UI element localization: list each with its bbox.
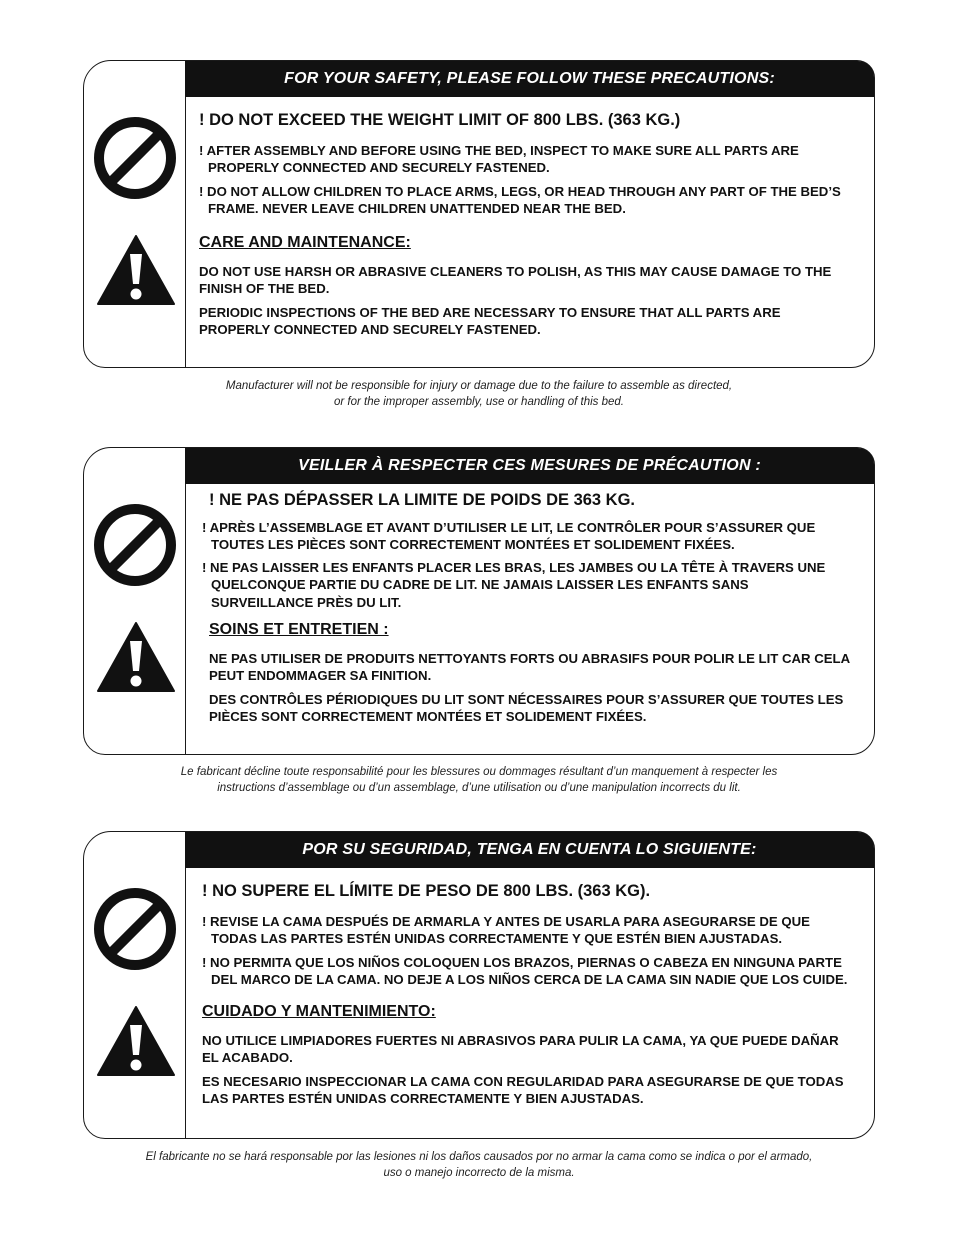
care-title: CARE AND MAINTENANCE: <box>199 233 411 251</box>
weight-limit-warning: ! DO NOT EXCEED THE WEIGHT LIMIT OF 800 LBS. (363 KG.) <box>199 111 681 129</box>
panel-content <box>202 882 854 1114</box>
safety-panel-spanish <box>83 831 875 1139</box>
care-title: SOINS ET ENTRETIEN : <box>209 620 389 638</box>
warning-icon <box>96 1005 176 1077</box>
care-item: NO UTILICE LIMPIADORES FUERTES NI ABRASIVOS PARA PULIR LA CAMA, YA QUE PUEDE DAÑAR EL ACABADO. <box>202 1032 839 1065</box>
warning-item: ! AFTER ASSEMBLY AND BEFORE USING THE BED, INSPECT TO MAKE SURE ALL PARTS ARE PROPERLY CONNECTED AND SECURELY FASTENED. <box>199 142 799 176</box>
panel-header: VEILLER À RESPECTER CES MESURES DE PRÉCAUTION : <box>185 448 874 484</box>
disclaimer-line: uso o manejo incorrecto de la misma. <box>383 1166 575 1179</box>
icon-column <box>84 61 186 367</box>
care-item: NE PAS UTILISER DE PRODUITS NETTOYANTS FORTS OU ABRASIFS POUR POLIR LE LIT CAR CELA PEUT ENDOMMAGER SA FINITION. <box>209 650 850 683</box>
care-item: ES NECESARIO INSPECCIONAR LA CAMA CON REGULARIDAD PARA ASEGURARSE DE QUE TODAS LAS PARTES ESTÉN UNIDAS CORRECTAMENTE Y BIEN AJUSTADAS. <box>202 1073 844 1107</box>
warning-item: ! DO NOT ALLOW CHILDREN TO PLACE ARMS, LEGS, OR HEAD THROUGH ANY PART OF THE BED’S FRAME. NEVER LEAVE CHILDREN UNATTENDED NEAR THE BED. <box>199 184 841 217</box>
panel-header: POR SU SEGURIDAD, TENGA EN CUENTA LO SIGUIENTE: <box>185 832 874 868</box>
care-item: PERIODIC INSPECTIONS OF THE BED ARE NECESSARY TO ENSURE THAT ALL PARTS ARE PROPERLY CONNECTED AND SECURELY FASTENED. <box>199 304 781 338</box>
warning-icon <box>96 234 176 306</box>
disclaimer-line: Le fabricant décline toute responsabilité pour les blessures ou dommages résultant d’un manquement à respecter les <box>180 766 778 778</box>
disclaimer-french <box>83 765 875 796</box>
prohibition-icon <box>92 502 178 588</box>
care-item: DES CONTRÔLES PÉRIODIQUES DU LIT SONT NÉCESSAIRES POUR S’ASSURER QUE TOUTES LES PIÈCES SONT CORRECTEMENT MONTÉES ET SOLIDEMENT FIXÉES. <box>209 692 844 725</box>
panel-content <box>202 491 854 732</box>
prohibition-icon <box>92 115 178 201</box>
panel-header: FOR YOUR SAFETY, PLEASE FOLLOW THESE PRECAUTIONS: <box>185 61 874 97</box>
warning-item: ! NE PAS LAISSER LES ENFANTS PLACER LES BRAS, LES JAMBES OU LA TÊTE À TRAVERS UNE QUELCONQUE PARTIE DU CADRE DE LIT. NE JAMAIS LAISSER LES ENFANTS SANS SURVEILLANCE PRÈS DU LIT. <box>202 560 826 610</box>
disclaimer-line: or for the improper assembly, use or handling of this bed. <box>334 395 624 408</box>
icon-column <box>84 832 186 1138</box>
disclaimer-spanish <box>83 1150 875 1181</box>
weight-limit-warning: ! NO SUPERE EL LÍMITE DE PESO DE 800 LBS. (363 KG). <box>202 882 651 900</box>
safety-panel-english <box>83 60 875 368</box>
care-title: CUIDADO Y MANTENIMIENTO: <box>202 1002 436 1020</box>
icon-column <box>84 448 186 754</box>
panel-content <box>199 111 854 345</box>
warning-item: ! NO PERMITA QUE LOS NIÑOS COLOQUEN LOS BRAZOS, PIERNAS O CABEZA EN NINGUNA PARTE DEL MARCO DE LA CAMA. NO DEJE A LOS NIÑOS CERCA DE LA CAMA SIN NADIE QUE LOS CUIDE. <box>202 955 848 988</box>
disclaimer-line: El fabricante no se hará responsable por las lesiones ni los daños causados por no armar la cama como se indica o por el armado, <box>145 1151 813 1163</box>
safety-panel-french <box>83 447 875 755</box>
disclaimer-line: Manufacturer will not be responsible for injury or damage due to the failure to assemble as directed, <box>225 380 733 392</box>
warning-item: ! APRÈS L’ASSEMBLAGE ET AVANT D’UTILISER LE LIT, LE CONTRÔLER POUR S’ASSURER QUE TOUTES LES PIÈCES SONT CORRECTEMENT MONTÉES ET SOLIDEMENT FIXÉES. <box>202 519 816 553</box>
weight-limit-warning: ! NE PAS DÉPASSER LA LIMITE DE POIDS DE 363 KG. <box>209 491 636 509</box>
disclaimer-english <box>83 379 875 410</box>
warning-icon <box>96 621 176 693</box>
disclaimer-line: instructions d’assemblage ou d’un assemblage, d’une utilisation ou d’une manipulation incorrects du lit. <box>217 781 741 794</box>
care-item: DO NOT USE HARSH OR ABRASIVE CLEANERS TO POLISH, AS THIS MAY CAUSE DAMAGE TO THE FINISH OF THE BED. <box>199 263 832 296</box>
warning-item: ! REVISE LA CAMA DESPUÉS DE ARMARLA Y ANTES DE USARLA PARA ASEGURARSE DE QUE TODAS LAS PARTES ESTÉN UNIDAS CORRECTAMENTE Y QUE ESTÉN BIEN AJUSTADAS. <box>202 913 810 947</box>
prohibition-icon <box>92 886 178 972</box>
